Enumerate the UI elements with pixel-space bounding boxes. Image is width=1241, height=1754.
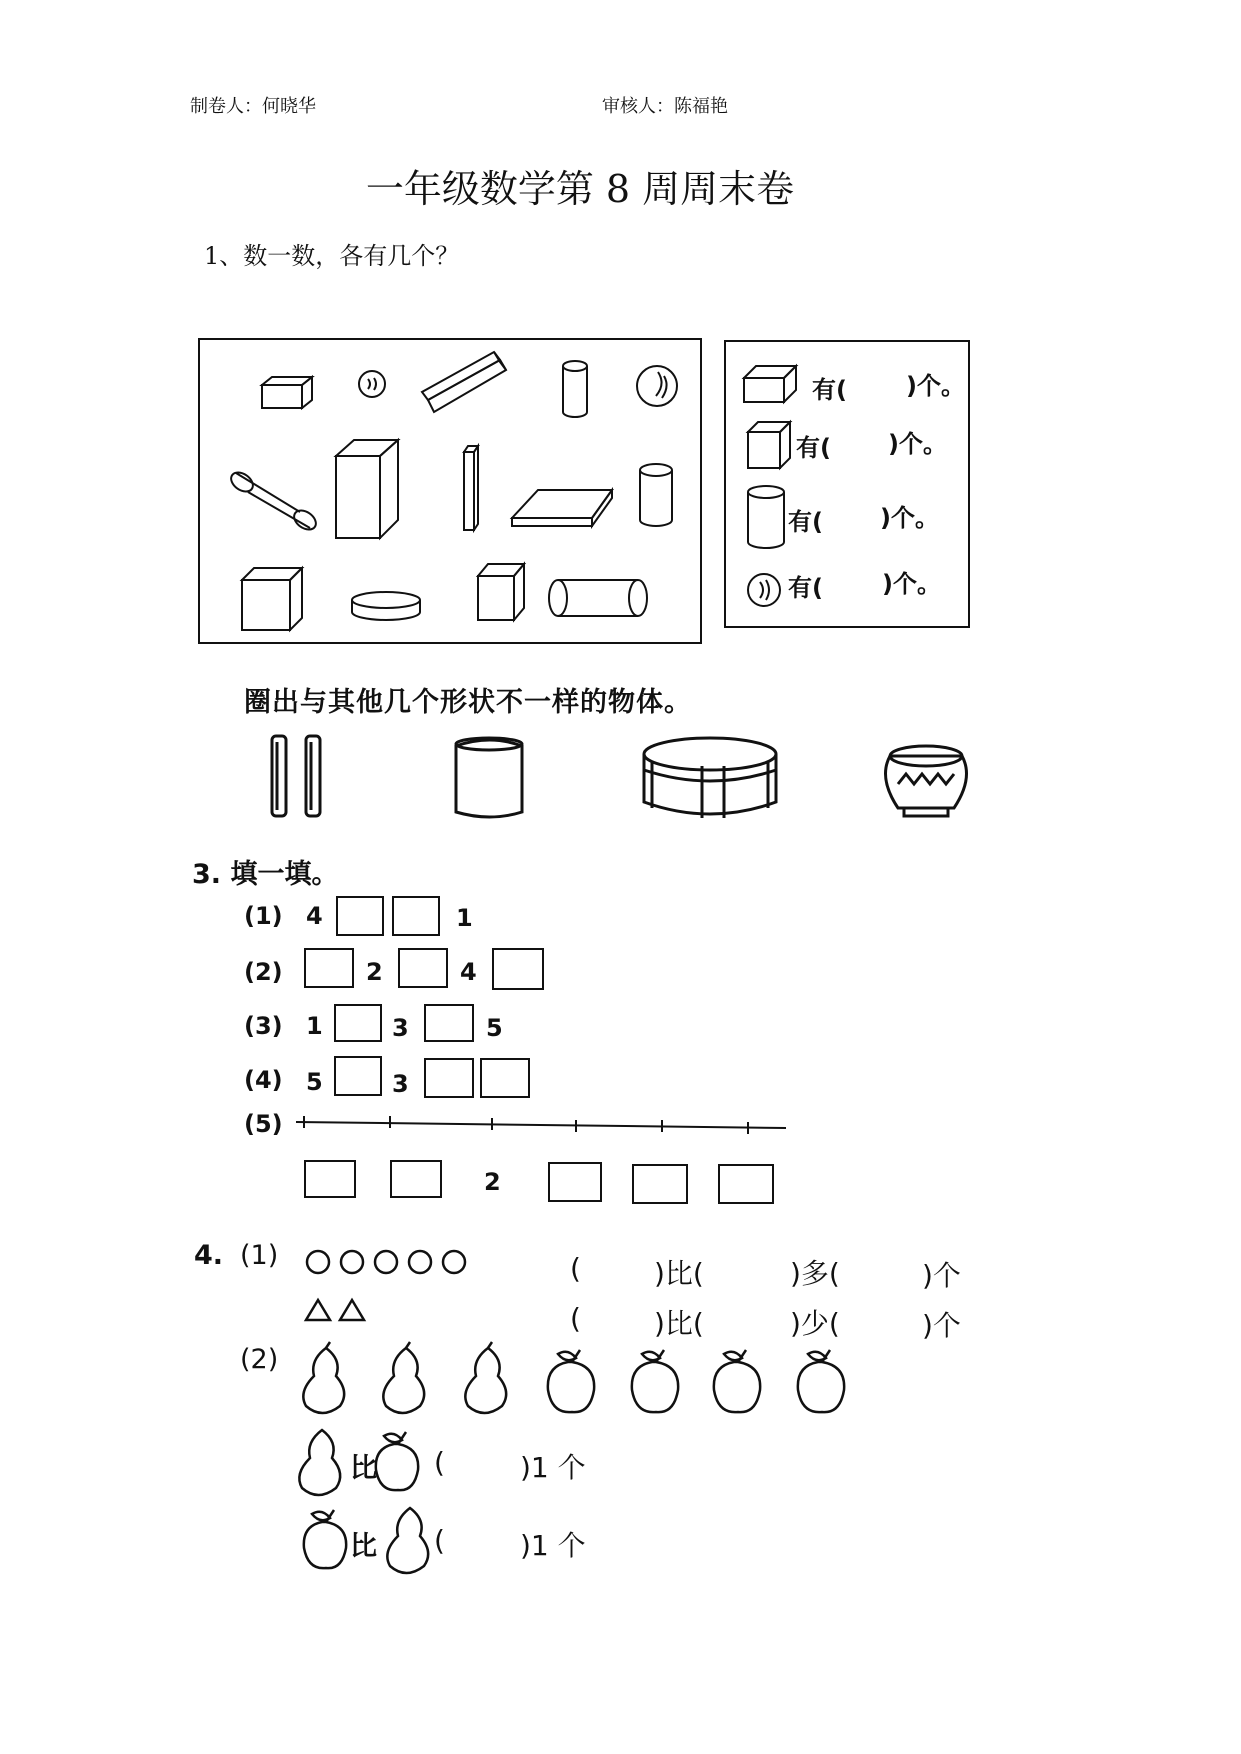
cylinder-lying-shape-2: [549, 580, 647, 616]
cube-shape-2: [478, 564, 524, 620]
q3-row4-num: 5: [306, 1068, 323, 1096]
cylinder-lying-shape: [228, 469, 320, 534]
batteries-object: [272, 736, 320, 816]
numberline-blank-4[interactable]: [632, 1164, 688, 1204]
compare1-open: (: [434, 1446, 445, 1479]
q4-line2-shao: )少(: [790, 1307, 840, 1340]
circle-icon: [341, 1251, 363, 1273]
q3-row4-blank-1[interactable]: [334, 1056, 382, 1096]
q3-row1-label: (1): [244, 902, 283, 930]
circle-icon: [307, 1251, 329, 1273]
q3-row4-blank-3[interactable]: [480, 1058, 530, 1098]
answer-cylinder-open: 有(: [788, 508, 823, 536]
q4-part2-label: (2): [240, 1344, 279, 1375]
cylinder-shape-2: [640, 464, 672, 526]
circle-icon: [375, 1251, 397, 1273]
compare1-bi: 比: [350, 1453, 377, 1484]
q4-line1-ge: )个: [922, 1259, 961, 1292]
apple-icon: [548, 1350, 594, 1412]
compare2-open: (: [434, 1524, 445, 1557]
flat-cuboid-shape: [512, 490, 612, 526]
answer-cube-close: )个。: [888, 430, 947, 458]
cylinder-icon: [748, 486, 784, 548]
answer-sphere-open: 有(: [788, 574, 823, 602]
sphere-shape-small: [359, 371, 385, 397]
solid-shapes-drawing: [200, 340, 704, 646]
q3-row3-num: 5: [486, 1014, 503, 1042]
q3-row2-num: 4: [460, 958, 477, 986]
apple-icon: [798, 1350, 844, 1412]
pear-icon: [299, 1430, 340, 1495]
q3-row4-blank-2[interactable]: [424, 1058, 474, 1098]
numberline-blank-5[interactable]: [718, 1164, 774, 1204]
numberline-blank-2[interactable]: [390, 1160, 442, 1198]
q4-line2-ge: )个: [922, 1309, 961, 1342]
q4-line1-open: (: [570, 1252, 581, 1285]
sphere-icon: [748, 574, 780, 606]
q4-line2-bi: )比(: [654, 1307, 704, 1340]
q4-line2-open: (: [570, 1302, 581, 1335]
cylinder-shape: [563, 361, 587, 417]
q3-row4-num: 3: [392, 1070, 409, 1098]
triangle-icon: [306, 1300, 330, 1320]
triangle-icon: [340, 1300, 364, 1320]
thin-cuboid-shape: [464, 446, 478, 530]
answer-sphere-blank[interactable]: [836, 568, 876, 598]
q3-row2-num: 2: [366, 958, 383, 986]
compare1-close: )1 个: [520, 1451, 586, 1484]
drum-object: [644, 738, 776, 818]
number-line: [296, 1110, 796, 1140]
q3-row1-blank-2[interactable]: [392, 896, 440, 936]
answer-cylinder-blank[interactable]: [836, 502, 876, 532]
q3-row1-num: 4: [306, 902, 323, 930]
q3-row2-blank-3[interactable]: [492, 948, 544, 990]
cube-shape: [242, 568, 302, 630]
answer-cuboid-close: )个。: [906, 372, 965, 400]
cube-icon: [748, 422, 790, 468]
shapes-picture-frame: [198, 338, 702, 644]
q3-row3-blank-2[interactable]: [424, 1004, 474, 1042]
apple-icon: [376, 1432, 418, 1490]
q3-row3-num: 1: [306, 1012, 323, 1040]
long-cuboid-shape: [422, 352, 506, 412]
q4-part1-label: (1): [240, 1240, 279, 1271]
q2-heading: 圈出与其他几个形状不一样的物体。: [244, 687, 692, 718]
reviewer-label: 审核人：陈福艳: [602, 96, 728, 117]
pear-icon: [303, 1342, 344, 1413]
apple-icon: [304, 1510, 346, 1568]
answer-cube-blank[interactable]: [844, 428, 884, 458]
can-object: [456, 738, 522, 817]
q3-row4-label: (4): [244, 1066, 283, 1094]
apple-icon: [714, 1350, 760, 1412]
q3-row1-num: 1: [456, 904, 473, 932]
q3-row2-blank-1[interactable]: [304, 948, 354, 988]
circle-icon: [443, 1251, 465, 1273]
answer-cuboid-open: 有(: [812, 376, 847, 404]
q4-line1-duo: )多(: [790, 1257, 840, 1290]
numberline-blank-1[interactable]: [304, 1160, 356, 1198]
answer-cylinder-close: )个。: [880, 504, 939, 532]
triangles-row: [304, 1296, 374, 1326]
answer-cuboid-blank[interactable]: [860, 370, 900, 400]
pot-object: [886, 746, 967, 816]
q3-row3-label: (3): [244, 1012, 283, 1040]
answer-sphere-close: )个。: [882, 570, 941, 598]
pear-icon: [387, 1508, 428, 1573]
cuboid-icon: [744, 366, 796, 402]
q3-row5-label: (5): [244, 1110, 283, 1138]
answer-cube-open: 有(: [796, 434, 831, 462]
q4-line1-bi: )比(: [654, 1257, 704, 1290]
apple-icon: [632, 1350, 678, 1412]
q3-heading: 3. 填一填。: [192, 859, 339, 890]
circles-row: [306, 1248, 476, 1278]
odd-one-out-objects: [250, 728, 1010, 828]
numberline-value: 2: [484, 1168, 501, 1196]
q3-row3-num: 3: [392, 1014, 409, 1042]
compare2-bi: 比: [350, 1531, 377, 1562]
q4-number: 4.: [194, 1240, 224, 1271]
q3-row1-blank-1[interactable]: [336, 896, 384, 936]
q3-row2-blank-2[interactable]: [398, 948, 448, 988]
sphere-shape: [637, 366, 677, 406]
q1-heading: 1、数一数，各有几个？: [204, 242, 460, 270]
numberline-blank-3[interactable]: [548, 1162, 602, 1202]
pear-icon: [465, 1342, 506, 1413]
page-title: 一年级数学第 8 周周末卷: [365, 167, 795, 211]
cube-shape-large: [336, 440, 398, 538]
disc-cylinder-shape: [352, 592, 420, 620]
author-label: 制卷人：何晓华: [190, 96, 316, 117]
q3-row2-label: (2): [244, 958, 283, 986]
pear-icon: [383, 1342, 424, 1413]
answer-frame: [724, 340, 970, 628]
q3-row3-blank-1[interactable]: [334, 1004, 382, 1042]
fruits-row: [296, 1340, 886, 1420]
cuboid-shape: [262, 377, 312, 408]
compare2-close: )1 个: [520, 1529, 586, 1562]
circle-icon: [409, 1251, 431, 1273]
